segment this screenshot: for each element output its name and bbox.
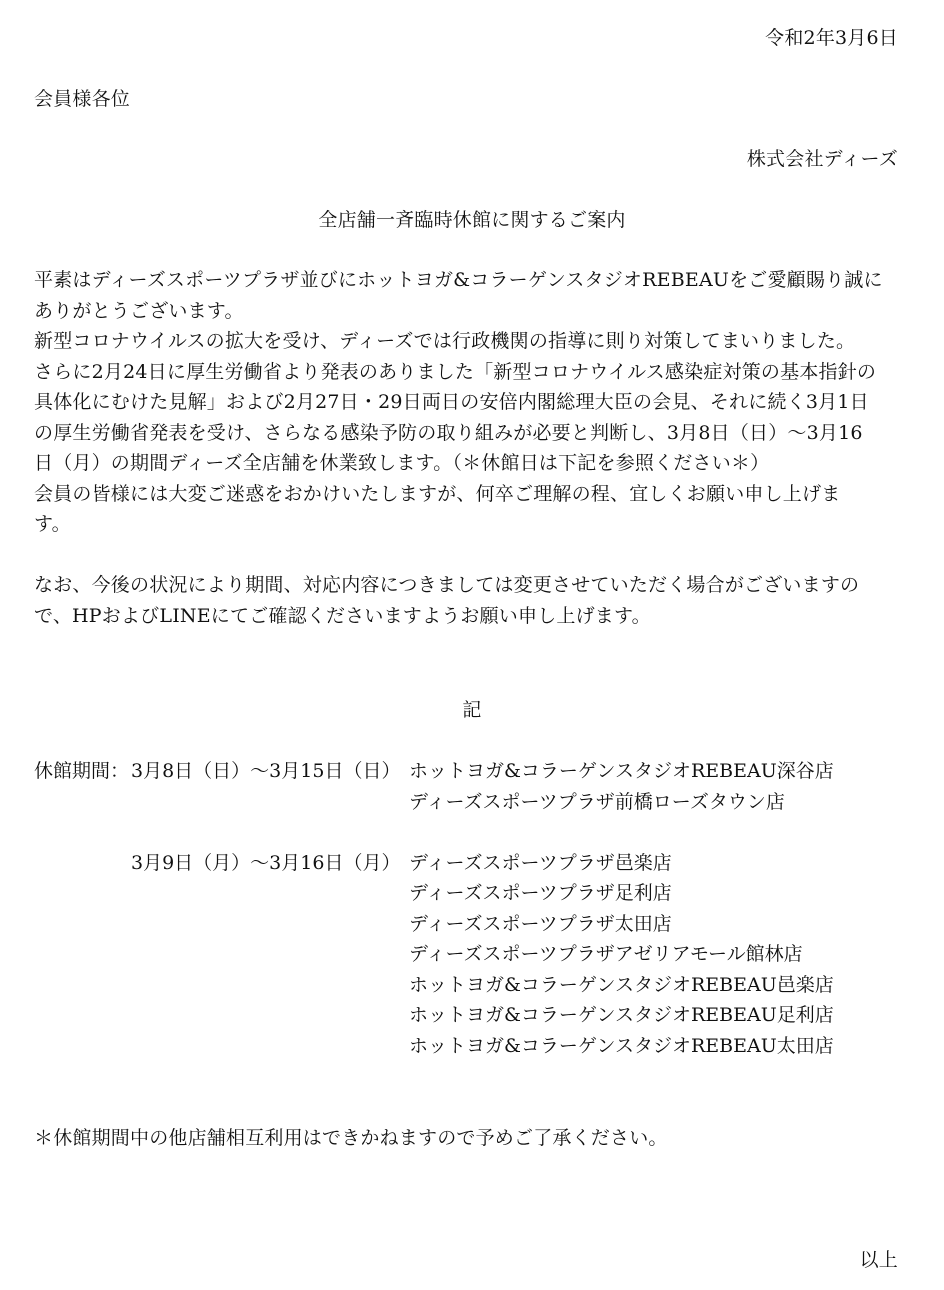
body-paragraph [34, 265, 912, 631]
body-line: す。 [34, 513, 71, 535]
footnote: ＊休館期間中の他店舗相互利用はできかねますので予めご了承ください。 [34, 1127, 668, 1149]
closure-schedule [34, 756, 912, 1061]
document-title: 全店舗一斉臨時休館に関するご案内 [318, 209, 626, 231]
store-name: ホットヨガ&コラーゲンスタジオREBEAU足利店 [409, 1004, 834, 1026]
store-name: ディーズスポーツプラザ邑楽店 [409, 851, 672, 874]
store-name: ディーズスポーツプラザ足利店 [409, 882, 672, 904]
closing-ijou: 以上 [859, 1249, 898, 1271]
closure-row [34, 848, 912, 879]
store-name: ディーズスポーツプラザアゼリアモール館林店 [409, 943, 803, 965]
document-date: 令和2年3月6日 [765, 27, 898, 49]
closure-row [34, 1031, 912, 1062]
body-line: 日（月）の期間ディーズ全店舗を休業致します。（＊休館日は下記を参照ください＊） [34, 452, 770, 474]
body-line: 新型コロナウイルスの拡大を受け、ディーズでは行政機関の指導に則り対策してまいりました。 [34, 330, 856, 352]
store-name: ディーズスポーツプラザ前橋ローズタウン店 [409, 790, 785, 813]
sender: 株式会社ディーズ [746, 148, 898, 170]
store-name: ホットヨガ&コラーゲンスタジオREBEAU深谷店 [409, 760, 834, 782]
closure-label: 休館期間： [34, 760, 130, 782]
closure-row [34, 878, 912, 909]
body-line: さらに2月24日に厚生労働省より発表のありました「新型コロナウイルス感染症対策の基本指針の [34, 360, 877, 383]
store-name: ディーズスポーツプラザ太田店 [409, 912, 672, 935]
closure-period: 3月9日（月）～3月16日（月） [131, 851, 401, 874]
closure-row [34, 909, 912, 940]
closure-row [34, 787, 912, 818]
body-line: 会員の皆様には大変ご迷惑をおかけいたしますが、何卒ご理解の程、宜しくお願い申し上げま [34, 482, 841, 505]
closure-period: 3月8日（日）～3月15日（日） [131, 760, 401, 782]
closure-row [34, 1000, 912, 1031]
body-line: 平素はディーズスポーツプラザ並びにホットヨガ&コラーゲンスタジオREBEAUをご愛顧賜り誠に [34, 269, 883, 291]
closure-row [34, 939, 912, 970]
store-name: ホットヨガ&コラーゲンスタジオREBEAU邑楽店 [409, 973, 834, 996]
closure-row [34, 756, 912, 787]
recipient: 会員様各位 [34, 88, 131, 110]
body-line: 具体化にむけた見解」および2月27日・29日両日の安倍内閣総理大臣の会見、それに続く3月1日 [34, 391, 869, 413]
body-line: ありがとうございます。 [34, 299, 244, 322]
closure-row [34, 970, 912, 1001]
note-line: なお、今後の状況により期間、対応内容につきましては変更させていただく場合がございますの [34, 574, 860, 596]
note-line: で、HPおよびLINEにてご確認くださいますようお願い申し上げます。 [34, 604, 651, 627]
body-line: の厚生労働省発表を受け、さらなる感染予防の取り組みが必要と判断し、3月8日（日）～3月16 [34, 421, 863, 444]
ki-heading: 記 [462, 699, 482, 721]
store-name: ホットヨガ&コラーゲンスタジオREBEAU太田店 [409, 1034, 834, 1057]
